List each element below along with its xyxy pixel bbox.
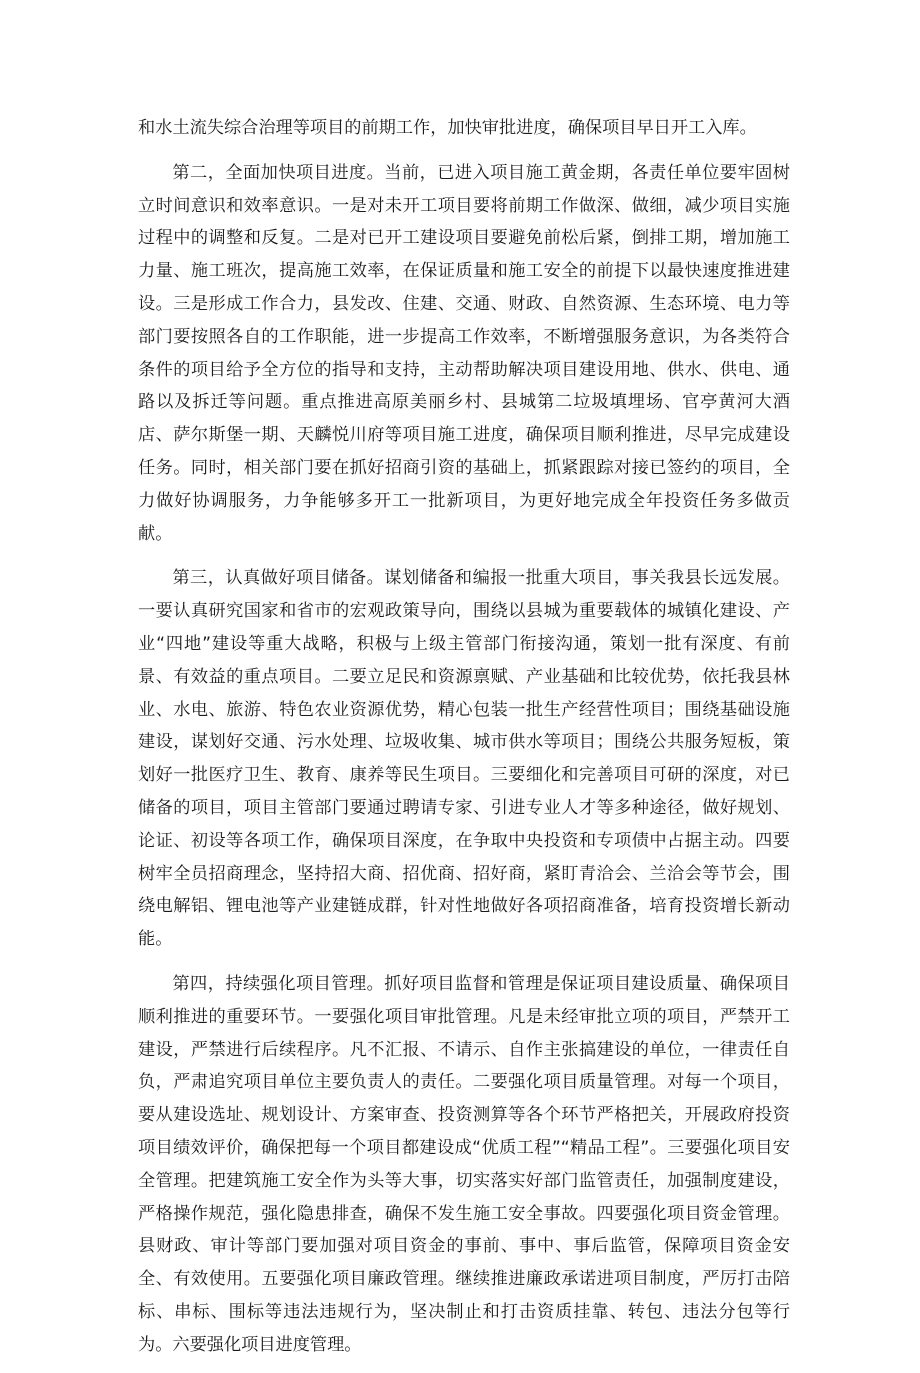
paragraph-continued: 和水土流失综合治理等项目的前期工作，加快审批进度，确保项目早日开工入库。 [138, 118, 757, 138]
paragraph-third-point: 第三，认真做好项目储备。谋划储备和编报一批重大项目，事关我县长远发展。一要认真研究国家和省市的宏观政策导向，围绕以县城为重要载体的城镇化建设、产业“四地”建设等重大战略，积极与上级主管部门衔接沟通，策划一批有深度、有前景、有效益的重点项目。二要立足民和资源禀赋、产业基础和比较优势，依托我县林业、水电、旅游、特色农业资源优势，精心包装一批生产经营性项目；围绕基础设施建设，谋划好交通、污水处理、垃圾收集、城市供水等项目；围绕公共服务短板，策划好一批医疗卫生、教育、康养等民生项目。三要细化和完善项目可研的深度，对已储备的项目，项目主管部门要通过聘请专家、引进专业人才等多种途径，做好规划、论证、初设等各项工作，确保项目深度，在争取中央投资和专项债中占据主动。四要树牢全员招商理念，坚持招大商、招优商、招好商，紧盯青洽会、兰洽会等节会，围绕电解铝、锂电池等产业建链成群，针对性地做好各项招商准备，培育投资增长新动能。 [138, 568, 790, 950]
paragraph-fourth-point: 第四，持续强化项目管理。抓好项目监督和管理是保证项目建设质量、确保项目顺利推进的重要环节。一要强化项目审批管理。凡是未经审批立项的项目，严禁开工建设，严禁进行后续程序。凡不汇报、不请示、自作主张搞建设的单位，一律责任自负，严肃追究项目单位主要负责人的责任。二要强化项目质量管理。对每一个项目，要从建设选址、规划设计、方案审查、投资测算等各个环节严格把关，开展政府投资项目绩效评价，确保把每一个项目都建设成“优质工程”“精品工程”。三要强化项目安全管理。把建筑施工安全作为头等大事，切实落实好部门监管责任，加强制度建设，严格操作规范，强化隐患排查，确保不发生施工安全事故。四要强化项目资金管理。县财政、审计等部门要加强对项目资金的事前、事中、事后监管，保障项目资金安全、有效使用。五要强化项目廉政管理。继续推进廉政承诺进项目制度，严厉打击陪标、串标、围标等违法违规行为，坚决制止和打击资质挂靠、转包、违法分包等行为。六要强化项目进度管理。 [138, 973, 790, 1355]
paragraph-second-point: 第二，全面加快项目进度。当前，已进入项目施工黄金期，各责任单位要牢固树立时间意识和效率意识。一是对未开工项目要将前期工作做深、做细，减少项目实施过程中的调整和反复。二是对已开工建设项目要避免前松后紧，倒排工期，增加施工力量、施工班次，提高施工效率，在保证质量和施工安全的前提下以最快速度推进建设。三是形成工作合力，县发改、住建、交通、财政、自然资源、生态环境、电力等部门要按照各自的工作职能，进一步提高工作效率，不断增强服务意识，为各类符合条件的项目给予全方位的指导和支持，主动帮助解决项目建设用地、供水、供电、通路以及拆迁等问题。重点推进高原美丽乡村、县城第二垃圾填埋场、官亭黄河大酒店、萨尔斯堡一期、天麟悦川府等项目施工进度，确保项目顺利推进，尽早完成建设任务。同时，相关部门要在抓好招商引资的基础上，抓紧跟踪对接已签约的项目，全力做好协调服务，力争能够多开工一批新项目，为更好地完成全年投资任务多做贡献。 [138, 162, 790, 544]
document-body [138, 112, 790, 1373]
